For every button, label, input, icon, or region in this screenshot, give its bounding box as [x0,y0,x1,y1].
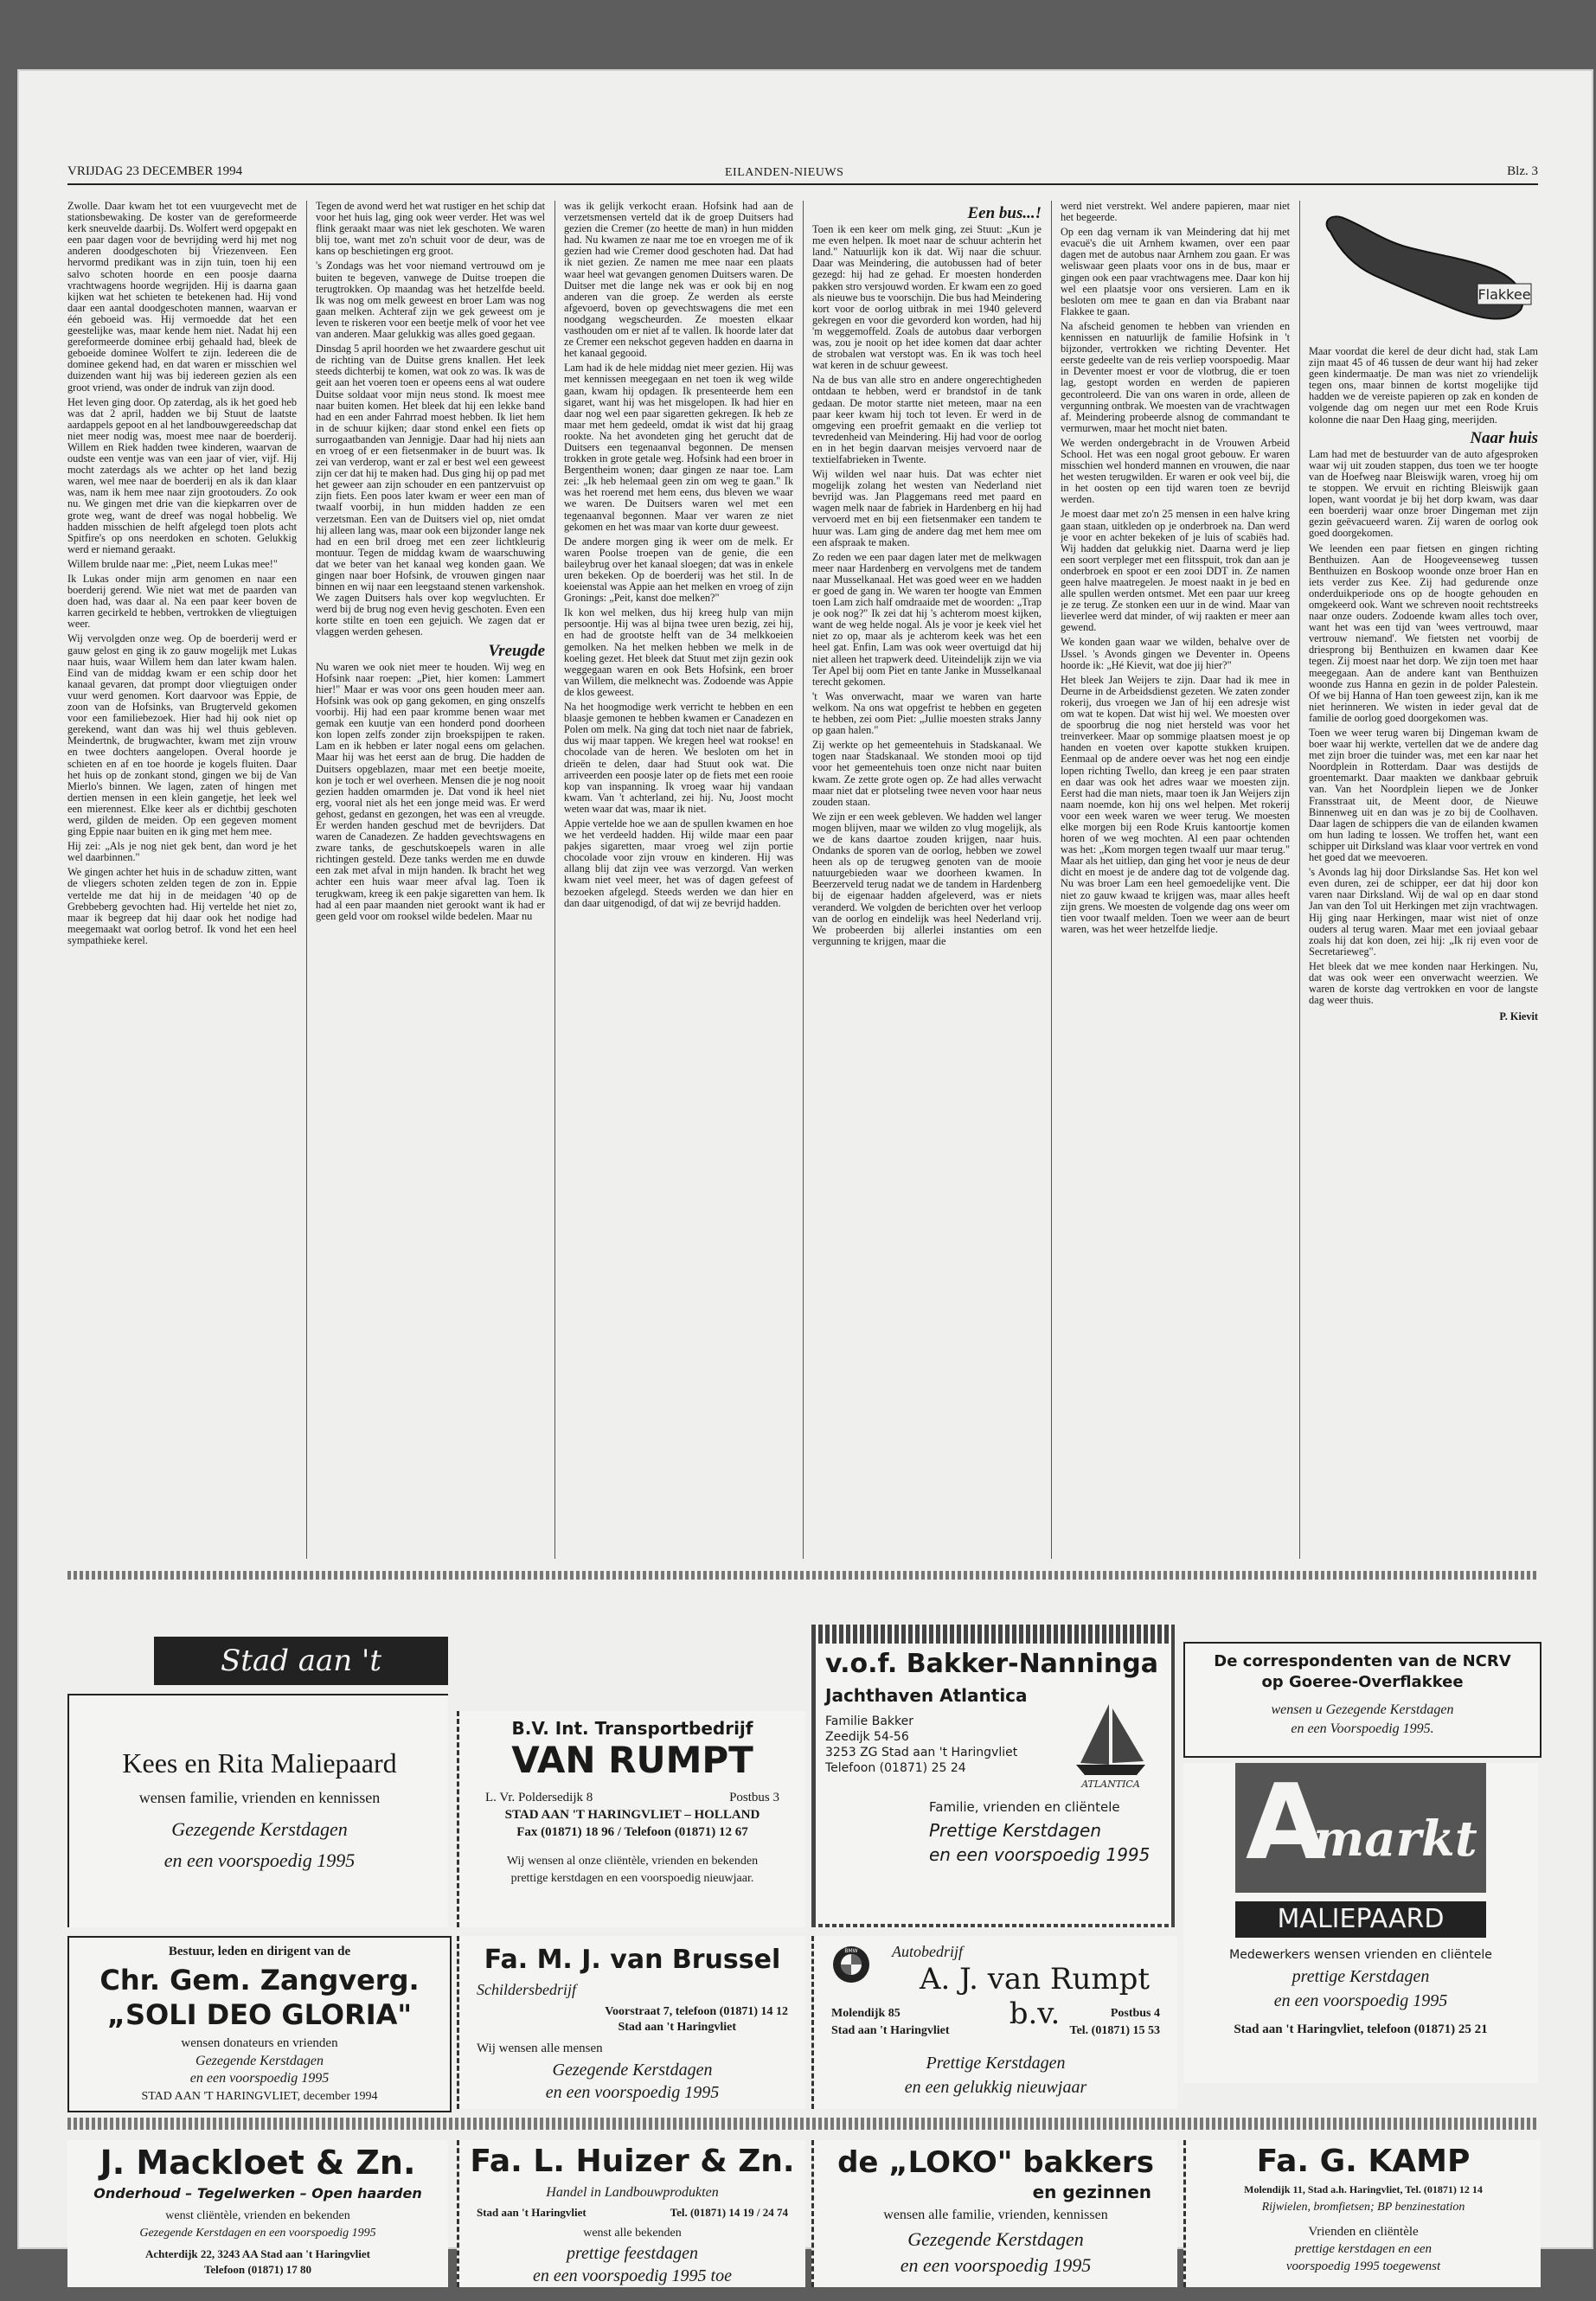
ad-text: en een voorspoedig 1995 [189,2071,330,2086]
ad-title: J. Mackloet & Zn. [99,2144,416,2182]
paragraph: Wij wilden wel naar huis. Dat was echter niet mogelijk zolang het westen van Nederland niet bevrijd was. Jan Plaggemans reed met paard en wagen melk naar de fabriek in Hardenberg en hij had vervoerd met en bij een fietsenmaker een tandem te huur was. Lam ging de andere dag met hem mee om een afspraak te maken. [812,468,1042,548]
ad-text: wensen familie, vrienden en kennissen [138,1789,381,1806]
ad-title: De correspondenten van de NCRV [1214,1652,1511,1670]
ad-text: Familie, vrienden en cliëntele [929,1799,1120,1815]
ad-text: Molendijk 11, Stad a.h. Haringvliet, Tel. (01871) 12 14 [1244,2183,1483,2195]
running-header [67,163,1538,185]
ad-text: en een voorspoedig 1995 [163,1849,356,1871]
column-6 [1309,346,1538,1559]
ad-text: en een voorspoedig 1995 [900,2254,1092,2276]
amarkt-logo [1235,1763,1486,1893]
logo-text: ATLANTICA [1081,1779,1140,1790]
paragraph: Ik Lukas onder mijn arm genomen en naar een boerderij gerend. Wie niet wat met de paarden van doen had, was daar al. Na een paar keer boven de karren gecirkeld te hebben, vertrokken de vliegtuigen weer. [67,573,297,631]
column-rule [306,201,307,1559]
paragraph: Na de bus van alle stro en andere ongerechtigheden ontdaan te hebben, werd er brandstof in de tank gedaan. De motor startte niet meteen, maar na een paar keer kwam hij toch tot leven. Er werd in de omgeving een proefrit gemaakt en die verliep tot tevredenheid van Meindering. Hij had voor de oorlog en in het begin daarvan meisjes vervoerd naar de textielfabrieken in Twente. [812,374,1042,465]
ad-text: Prettige Kerstdagen [926,2054,1066,2073]
paragraph: We gingen achter het huis in de schaduw zitten, want de vliegers schoten zelden tegen de zon in. Eppie vertelde me dat hij in de meidagen '40 op de Grebbeberg gevochten had. Hij vertelde het niet zo, maar ik begreep dat hij daar ook het nodige had meegemaakt wat oorlog betrof. Ik vond het een heel sympathieke kerel. [67,866,297,946]
ad-text: STAD AAN 'T HARINGVLIET – HOLLAND [504,1808,760,1822]
ad-amarkt-maliepaard [1183,1763,1538,2083]
logo-text: BMW [844,1948,858,1954]
ad-text: Wij wensen al onze cliëntèle, vrienden en bekenden [506,1855,759,1868]
ad-text: Zeedijk 54-56 [825,1730,909,1744]
ad-text: Tel. (01871) 14 19 / 24 74 [670,2206,788,2219]
ad-text: en een Voorspoedig 1995. [1291,1721,1434,1736]
ad-text: Schildersbedrijf [477,1981,576,1998]
ad-text: Postbus 4 [1110,2007,1160,2020]
page-content [67,163,1538,2285]
paragraph: Toen ik een keer om melk ging, zei Stuut: „Kun je me even helpen. Ik moet naar de schuur achterin het land." Natuurlijk kon ik dat. Wij naar die schuur. Daar was Meindering, die autobussen had of beter gezegd: hij had ze gehad. Er moesten honderden pakken stro versjouwd worden. Er kwam een zo goed als nieuwe bus te voorschijn. Die bus had Meindering kort voor de oorlog uitbrak in mei 1940 geleverd gekregen en voor die gevorderd kon worden, had hij 'm weggemoffeld. Zoals de autobus daar verborgen was, zou je nooit op het idee komen dat daar achter de strobalen wat verstopt was. En ik was toch heel wat keren in de schuur geweest. [812,223,1042,372]
ad-text: prettige kerstdagen en een voorspoedig nieuwjaar. [510,1872,754,1885]
paragraph: Je moest daar met zo'n 25 mensen in een halve kring gaan staan, uitkleden op je onderbroek na. Dan werd je voor en achter bekeken of je luis of scabiës had. Wij hadden dat gelukkig niet. Daarna werd je liep een soort verpleger met een flitsspuit, trok dan aan je onderbroek en spoot er een zooi DDT in. Ze namen geen halve maatregelen. Je moest naakt in je bed en alle spullen werden ontsmet. Met een paar uur kreeg je ze terug. Ze stonken een uur in de wind. Maar van lieverlee werd dat minder, of wij raakten er meer aan gewend. [1061,508,1290,634]
ad-text: prettige kerstdagen en een [1294,2242,1433,2256]
paragraph: 's Avonds lag hij door Dirkslandse Sas. Het kon wel even duren, zei de schipper, eer dat hij door kon varen naar Dirksland. Wij de wal op en daar stond Jan van den Tol uit Herkingen met zijn vrachtwagen. Hij ging naar Herkingen, maar wist niet of onze ouders al terug waren. Maar met een joviaal gebaar zoals hij dat kon doen, zei hij: „Ik rij even voor de Secretarieweg". [1309,866,1538,958]
ad-text: en een voorspoedig 1995 [545,2083,720,2102]
subheading-een-bus: Een bus...! [967,204,1042,222]
column-rule [1051,201,1052,1559]
decorative-rule [67,1571,1538,1580]
paragraph: Na het hoogmodige werk verricht te hebben en een blaasje gemonen te hebben kwamen er Canadezen en Polen om melk. Na ging dat toch niet naar de fabriek, dus wij maar tappen. We kregen heel wat rookse! en chocolade van de heren. We besloten om het in drieën te delen, daar had Stuut ook wat. Die arriveerden een poosje later op de fiets met een rooie kop van inspanning. Ik vroeg waar hij vandaan kwam. Van 't achterland, zei hij. Nu, Joost mocht weten waar dat was, maar ik niet. [564,701,793,815]
ad-huizer [457,2140,805,2287]
ad-text: STAD AAN 'T HARINGVLIET, december 1994 [141,2090,378,2103]
paragraph: Het bleek Jan Weijers te zijn. Daar had ik mee in Deurne in de Arbeidsdienst gezeten. We zaten zonder rokerij, dus vroegen we Jan of hij een adresje wist om wat te kopen. Dat wist hij wel. We moesten over de spoorbrug die nog niet hersteld was voor het treinverkeer. Maar op sommige plaatsen moest je op handen en voeten over kapotte stukken kruipen. Eenmaal op de andere oever was het nog een eindje lopen richting Twello, dan kreeg je een paar straten en daar was ook het adres waar we moesten zijn. Eerst had die man niets, maar toen ik Jan Weijers zijn naam noemde, kon hij ons wel helpen. Met rokerij voor een week waren we weer terug. We moesten elke morgen bij een Rode Kruis kantoortje komen horen of we weg mochten. Al een paar ochtenden was het: „Kom morgen tegen twaalf uur maar terug." Maar als het uitliep, dan ging het voor je neus de deur dicht en moest je de andere dag tot de volgende dag. Nu was broer Lam een heel gemoedelijke vent. Die niet zo gauw kwaad te krijgen was, maar alles heeft zijn grens. We moesten de volgende dag ons weer om tien voor twaalf melden. Toen we weer aan de beurt waren, was het weer hetzelfde liedje. [1061,673,1290,935]
ad-title: Fa. M. J. van Brussel [484,1945,781,1975]
ad-text: en een gelukkig nieuwjaar [904,2078,1087,2097]
ad-text: Wij wensen alle mensen [477,2041,603,2055]
paragraph: Dinsdag 5 april hoorden we het zwaardere geschut uit de richting van de Duitse grens knallen. Het leek steeds dichterbij te komen, wat ook zo was. Ik was de geit aan het voeren toen er opeens eens al wat oudere Duitse soldaat voor mijn neus stond. Ik moest mee naar buiten komen. Het bleek dat hij een lekke band had en een ander Fahrrad moest hebben. Ik liet hem in de schuur kijken; daar stond enkel een fiets op surrogaatbanden van Jennigje. Daar had hij niets aan en vroeg of er een fietsenmaker in de buurt was. Ik zei van verderop, want er zal er best wel een geweest zijn cer dat hij te maken had. Dus ging hij op pad met het geweer aan zijn schouder en een pantzervuist op zijn fiets. Een poos later kwam er weer een man of twaalf voorbij, in hun midden hadden ze een verzetsman. Een van de Duitsers viel op, niet omdat hij alleen lang was, maar ook een bijzonder lange nek had en een bril droeg met een zeer lichtkleurig montuur. Tegen de middag kwam de waarschuwing dat we beter van het kanaal weg konden gaan. We gingen naar boer Hofsink, de vrouwen gingen naar binnen en wij naar een leegstaand stenen varkenshok. We zagen Duitsers hals over kop wegvluchten. Er werd bij de brug nog even hevig geschoten. Even een korte stilte en toen een gejuich. We zagen dat er vlaggen werden gehesen. [316,343,545,638]
issue-date: VRIJDAG 23 DECEMBER 1994 [67,164,243,178]
paragraph: Maar voordat die kerel de deur dicht had, stak Lam zijn maat 45 of 46 tussen de deur want hij had zeker geen kindermaatje. De man was niet zo vriendelijk tegen ons, maar binnen de kortst mogelijke tijd hadden we de vereiste papieren op zak en konden de volgende dag om negen uur met een Rode Kruis kolonne die naar Den Haag ging, meerijden. [1309,346,1538,426]
paragraph: Het bleek dat we mee konden naar Herkingen. Nu, dat was ook weer een onverwacht weerzien. We waren de korste dag vertrokken en voor de langste dag weer thuis. [1309,959,1538,1007]
bmw-logo-icon [831,1945,871,1984]
paragraph: 's Zondags was het voor niemand vertrouwd om je buiten te begeven, vanwege de Duitse troepen die terugtrokken. Op maandag was het hetzelfde beeld. Ik was nog om melk geweest en broer Lam was nog gaan melken. Achteraf zijn we gek geweest om je leven te riskeren voor een beetje melk of voor het vee van anderen. Maar gelukkig was alles goed gegaan. [316,260,545,341]
ad-text: Prettige Kerstdagen [929,1820,1102,1841]
ad-title: v.o.f. Bakker-Nanninga [825,1649,1158,1679]
ad-text: en een voorspoedig 1995 [1273,1991,1448,2010]
ad-text: en een voorspoedig 1995 [929,1844,1151,1865]
ad-text: Achterdijk 22, 3243 AA Stad aan 't Haringvliet [144,2247,370,2260]
newspaper-page [17,69,1593,2285]
ad-banner: Stad aan 't [154,1637,448,1685]
ad-van-brussel [457,1936,805,2109]
ad-text: Rijwielen, bromfietsen; BP benzinestation [1261,2201,1465,2214]
ad-text: prettige feestdagen [567,2244,698,2263]
paragraph: We zijn er een week gebleven. We hadden wel langer mogen blijven, maar we wilden zo vlug mogelijk, als we de kans daartoe zouden krijgen, naar huis. Ondanks de sporen van de oorlog, hebben we zowel heen als op de terugweg genoten van de mooie natuurgebieden waar we doorheen kwamen. In Beerzerveld terug nadat we de tandem in Hardenberg bij de eigenaar hadden afgeleverd, was er niets veranderd. We volgden de berichten over het verloop van de oorlog en eindelijk was heel Nederland vrij. We probeerden bij allerlei instanties om een vergunning te krijgen, maar die [812,810,1042,947]
paragraph: Ik kon wel melken, dus hij kreeg hulp van mijn persoontje. Hij was al bijna twee uren bezig, zei hij, en had de grootste helft van de 34 melkkoeien gemolken. Na het melken hebben we melk in de koeling gezet. Het bleek dat Stuut met zijn gezin ook weggegaan waren en ook Bets Hofsink, een broer van Willem, die melknecht was. Zodoende was Appie de klos geweest. [564,606,793,698]
map-label: Flakkee [1477,286,1531,303]
paper-name: EILANDEN-NIEUWS [725,166,844,179]
author-signature: P. Kievit [1499,1010,1538,1023]
ad-title: Fa. L. Huizer & Zn. [470,2144,795,2179]
paragraph: We konden gaan waar we wilden, behalve over de IJssel. 's Avonds gingen we Deventer in. Opeens hoorde ik: „Hé Kievit, wat doe jij hier?" [1061,636,1290,671]
ad-kamp [1183,2140,1541,2287]
ad-title: Fa. G. KAMP [1256,2144,1471,2179]
column-rule [803,201,804,1559]
ad-text: Familie Bakker [825,1715,913,1728]
paragraph: Lam had ik de hele middag niet meer gezien. Hij was met kennissen meegegaan en net toen ik weg wilde gaan, kwam hij opdagen. Ik presenteerde hem een sigaret, want hij was het misgelopen. Ik had hier en daar nog wel een paar sigaretten gekregen. Ik heb ze maar met hem gedeeld, omdat ik wist dat hij graag rookte. Na het avondeten ging het gerucht dat de Duitsers een tegenaanval begonnen. De mensen trokken in grote getale weg. Hofsink had een broer in Bergentheim wonen; daar gingen ze naar toe. Lam zei: „Ik heb helemaal geen zin om weg te gaan." Ik was het roerend met hem eens, dus bleven we waar we waren. De Duitsers waren wel met een tegenaanval begonnen. Maar ver waren ze niet gekomen en het was maar van korte duur geweest. [564,362,793,533]
ad-title: „SOLI DEO GLORIA" [106,1998,413,2031]
paragraph: Nu waren we ook niet meer te houden. Wij weg en Hofsink naar roepen: „Piet, hier komen: Lammert hier!" Maar er was voor ons geen houden meer aan. Hofsink was ook op gang gekomen, en ging onszelfs voorbij. Hij had een paar kromme benen waar met gemak een kuutje van een honderd pond doorheen kon lopen zelfs zonder zijn broekspijpen te raken. Lam en ik hebben er later nogal eens om gelachen. Maar hij was het eerst aan de brug. Die hadden de Duitsers opgeblazen, maar met een beetje moeite, kon je toch er wel overheen. Mensen die je nog nooit gezien hadden omarmden je. Dat vond ik heel niet erg, vooral niet als het een jonge meid was. Er werd gehost, gedanst en gezongen, het was een al vreugde. Er werden handen geschud met de bevrijders. Dat waren de Canadezen. Ze hadden gevechtswagens en zware tanks, de geschutskoepels waren in alle richtingen gesteld. Deze tanks werden me en duwde een zak met afval in mijn handen. Ik bracht het weg achter een huis waar meer afval lag. Toen ik terugkwam, kreeg ik een pakje sigaretten van hem. Ik had al een paar maanden niet gerookt want ik had er geen geld voor om rooksel wilde bedelen. Maar nu [316,660,545,922]
advertisements-section [67,1625,1538,2291]
paragraph: Na afscheid genomen te hebben van vrienden en kennissen en natuurlijk de familie Hofsink in 't bijzonder, vertrokken we richting Deventer. Het eerste gedeelte van de reis verliep voorspoedig. Maar in Deventer moest er voor de vlotbrug, die er toen lag, gestopt worden en werden de papieren gecontroleerd. Die van ons waren in orde, alleen de vergunning ontbrak. We moesten van de vrachtwagen af. Meindering probeerde alsnog de commandant te vermurwen, maar het mocht niet baten. [1061,319,1290,434]
ad-text: Voorstraat 7, telefoon (01871) 14 12 [605,2005,788,2018]
ad-text: Telefoon (01871) 25 24 [825,1761,966,1775]
subheading-vreugde: Vreugde [488,641,545,660]
logo-letter: A [1246,1763,1326,1883]
ad-title: A. J. van Rumpt b.v. [919,1962,1151,2031]
column-rule [554,201,555,1559]
ad-text: Fax (01871) 18 96 / Telefoon (01871) 12 67 [516,1825,748,1839]
ad-text: Postbus 3 [729,1791,779,1804]
ad-text: Gezegende Kerstdagen en een voorspoedig 1995 [139,2227,376,2240]
ad-text: Vrienden en cliëntèle [1308,2225,1419,2239]
ad-text: Gezegende Kerstdagen [907,2228,1084,2250]
ad-text: B.V. Int. Transportbedrijf [511,1718,753,1739]
ad-text: Medewerkers wensen vrienden en cliëntele [1229,1948,1492,1962]
ad-text: Stad aan 't Haringvliet, telefoon (01871) 25 21 [1234,2022,1488,2036]
ad-text: wensen donateurs en vrienden [181,2036,338,2050]
paragraph: Lam had met de bestuurder van de auto afgesproken waar wij uit zouden stappen, dus toen we ter hoogte van de Hoefweg naar Bleiswijk waren, vroeg hij om te stoppen. We ervuit en richting Bleiswijk gaan lopen, want voordat je bij het dorp kwam, was daar een boerderij waar onze broer Dingeman met zijn gezin geëvacueerd waren. Zij waren de oorlog ook goed doorgekomen. [1309,447,1538,540]
ad-text: en een voorspoedig 1995 toe [533,2266,732,2285]
paragraph: De andere morgen ging ik weer om de melk. Er waren Poolse troepen van de genie, die een baileybrug over het kanaal sloegen; dat was in enkele uren bekeken. Op de boerderij was het stil. In de koeienstal was Appie aan het melken en vroeg of zijn Gronings: „Peit, kanst doe melken?" [564,535,793,605]
paragraph: Willem brulde naar me: „Piet, neem Lukas mee!" [67,557,278,570]
paragraph: Zij werkte op het gemeentehuis in Stadskanaal. We togen naar Stadskanaal. We stonden mooi op tijd voor het gemeentehuis toen onze nicht naar buiten kwam. Ze zette grote ogen op. Ze had alles verwacht maar niet dat er plotseling twee neven voor haar neus zouden staan. [812,739,1042,808]
paragraph: Wij vervolgden onze weg. Op de boerderij werd er gauw gelost en ging ik zo gauw mogelijk met Lukas naar huis, waar Willem hem dan later kwam halen. Eind van de middag kwam er een schip door het kanaal gevaren, dat prompt door vliegtuigen onder vuur werd genomen. Kort daarvoor was Eppie, de zoon van de Hofsinks, van Brugterveld gekomen voor een familiebezoek. Hier had hij ook niet op gerekend, want dan was hij wel thuis gebleven. Meindertnk, de brugwachter, kwam met zijn vrouw en twee dochters aangelopen. Overal hoorde je schieten en af en toe hoorde je kogels fluiten. Daar het huis op de zonkant stond, gingen we bij de Van Mierlo's binnen. We lagen, zaten of hingen met dertien mensen in een klein gangetje, het leek wel een mierennest. Elke keer als er dichtbij geschoten werd, gilden de meiden. Op een gegeven moment ging Eppie naar buiten en ik ging met hem mee. [67,632,297,838]
paragraph: was ik gelijk verkocht eraan. Hofsink had aan de verzetsmensen verteld dat ik de groep Duitsers had gezien die Cremer (zo heette de man) in hun midden had. Nu kwamen ze naar me toe en vroegen me of ik gezien had wie Cremer dood geschoten had. Dat had ik niet gezien. Ze namen me mee naar een plaats waar heel wat gevangen genomen Duitsers waren. De Duitser met die lange nek was er ook bij en nog anderen van die groep. Ze werden als eerste afgevoerd, boven op gevechtswagens die met een noodgang wegscheurden. Ze moesten elkaar vasthouden om er niet af te vallen. Ik hoorde later dat ze Cremer een nekschot gegeven hadden en daarna in het kanaal gegooid. [564,201,793,360]
ad-title: Chr. Gem. Zangverg. [99,1964,420,1997]
ad-a-j-van-rumpt [811,1936,1177,2109]
paragraph: Hij zei: „Als je nog niet gek bent, dan word je het wel daarbinnen." [67,840,297,864]
ad-text: Stad aan 't Haringvliet [618,2021,736,2034]
subheading-naar-huis: Naar huis [1470,428,1538,447]
ad-text: Stad aan 't Haringvliet [477,2206,586,2219]
ad-text: Molendijk 85 [831,2007,901,2020]
flakkee-island-map [1313,197,1536,327]
paragraph: Zo reden we een paar dagen later met de melkwagen meer naar Hardenberg en vervolgens met de tandem naar Musselkanaal. Het was goed weer en we hadden er goed de gang in. We waren ter hoogte van Emmen toen Lam zich half omdraaide met de woorden: „Trap je ook nog?" Ik zei dat hij 's achterom moest kijken, want de weg helde nogal. Als je voor je keek viel het niet zo op, maar als je achterom keek was het een heel gat. Enfin, Lam was ook weer overtuigd dat hij niet alleen het trapwerk deed. Uiteindelijk zijn we via Ter Apel bij oom Piet en tante Janke in Musselkanaal terecht gekomen. [812,550,1042,688]
ad-text: 3253 ZG Stad aan 't Haringvliet [825,1746,1018,1759]
ad-title: MALIEPAARD [1235,1901,1486,1938]
column-rule [1299,201,1300,1559]
ad-text: wenst alle bekenden [583,2227,682,2240]
paragraph: Op een dag vernam ik van Meindering dat hij met evacuë's die uit Arnhem kwamen, over een paar dagen met de autobus naar Arnhem zou gaan. Er was weliswaar geen plaats voor ons in de bus, maar er gingen ook een paar vrachtwagens mee. Daar kon hij wel een plaatsje voor ons versieren. Lam en ik besloten om mee te gaan en dan via Brabant naar Flakkee te gaan. [1061,226,1290,317]
column-1 [67,201,297,1559]
paragraph: We leenden een paar fietsen en gingen richting Benthuizen. Aan de Hoogeveenseweg tussen Benthuizen en Boskoop woonde onze broer Han en iets verder zus Kee. Zij had gedurende onze onderduikperiode ons op de hoogte gehouden en omgekeerd ook. Want we schreven nooit rechtstreeks naar onze ouders. Zodoende kwam alles toch over, want het was een tijd van 'wees vertrouwd, maar vertrouw niemand'. We fietsten net voorbij de driesprong bij Benthuizen en kwamen daar Kee tegen. Zij moest naar het dorp. We zijn toen met haar meegegaan. Aan de andere kant van Benthuizen woonde zus Hanna en gezin in de polder Palestein. Of we bij Hanna of Han toen geweest zijn, kan ik me niet herinneren. We wisten in ieder geval dat de familie de oorlog goed doorgekomen was. [1309,542,1538,724]
paragraph: Tegen de avond werd het wat rustiger en het schip dat voor het huis lag, ging ook weer verder. Het was wel flink geraakt maar was niet lek geschoten. We waren blij toe, want met zo'n schuit voor de deur, was de kans op beschietingen erg groot. [316,201,545,258]
ad-title: VAN RUMPT [511,1739,753,1781]
ad-body [67,1694,448,1927]
ad-text: L. Vr. Poldersedijk 8 [485,1791,593,1804]
ad-text: Bestuur, leden en dirigent van de [168,1945,351,1958]
ad-text: wensen u Gezegende Kerstdagen [1271,1702,1454,1717]
ad-text: Gezegende Kerstdagen [552,2061,713,2080]
ad-text: Tel. (01871) 15 53 [1069,2024,1160,2037]
ad-text: Handel in Landbouwprodukten [546,2185,719,2200]
ad-text: prettige Kerstdagen [1292,1967,1430,1986]
page-number: Blz. 3 [1507,164,1538,178]
paragraph: werd niet verstrekt. Wel andere papieren, maar niet het begeerde. [1061,201,1290,224]
ad-text: wenst cliëntèle, vrienden en bekenden [165,2209,350,2222]
ad-text: Jachthaven Atlantica [825,1685,1028,1706]
ad-text: Stad aan 't Haringvliet [831,2024,950,2037]
sailboat-logo-icon [1059,1695,1163,1791]
ad-text: voorspoedig 1995 toegewenst [1285,2259,1441,2273]
paragraph: We werden ondergebracht in de Vrouwen Arbeid School. Het was een nogal groot gebouw. Er waren misschien wel honderd mannen en vrouwen, die naar het westen terugwilden. Er waren er ook veel bij, die in het oosten op een tijd waren toen ze bevrijd werden. [1061,436,1290,506]
column-2 [316,201,545,1559]
ad-text: Gezegende Kerstdagen [171,1818,348,1840]
ad-title: Kees en Rita Maliepaard [122,1747,397,1779]
ad-maliepaard-kees-rita [67,1625,448,1927]
paragraph: Zwolle. Daar kwam het tot een vuurgevecht met de stationsbewaking. De koster van de gereformeerde kerk sneuvelde daarbij. Ds. Wolfert werd opgepakt en een paar dagen voor de bevrijding werd hij met nog anderen doodgeschoten bij Vriezenveen. Een hervormd predikant was in zijn tuin, toen hij een salvo schoten hoorde en een poosje daarna vrachtwagens hoorde wegrijden. Hij is daarna gaan kijken wat het schieten te betekenen had. Hij vond daar een aantal doodgeschoten mannen, waarvan er één geboeid was. Hij vermoedde dat het een geestelijke was, maar kende hem niet. Nadat hij een gereformeerde dominee erbij gehaald had, bleek de geboeide dominee Wolfert te zijn. Iedereen die de dominee gekend had, en dat waren er misschien wel duizenden want hij was bij iedereen gezien als een groot vriend, was onder de indruk van zijn dood. [67,201,297,394]
paragraph: 't Was onverwacht, maar we waren van harte welkom. Na ons wat opgefrist te hebben en gegeten te hebben, zei oom Piet: „Jullie moesten straks Janny op gaan halen." [812,689,1042,737]
decorative-rule [67,2118,1538,2130]
paragraph: Appie vertelde hoe we aan de spullen kwamen en hoe we het verdeeld hadden. Hij wilde maar een paar pakjes sigaretten, maar vroeg wel zijn portie chocolade voor zijn vrouw en kinderen. Hij was allang blij dat zijn vee was verzorgd. Van werken kwam niet veel meer, het was of dagen gefeest of bezoeken afgelegd. Steeds werden we dan hier en dan daar uitgenodigd, of dat wij ze bevrijd hadden. [564,817,793,909]
ad-title: op Goeree-Overflakkee [1261,1673,1464,1691]
ad-mackloet [67,2140,448,2287]
paragraph: Toen we weer terug waren bij Dingeman kwam de boer waar hij werkte, vertellen dat we de andere dag met zijn broer die tuinder was, met een kar naar het Noordplein in Rotterdam. Daar was destijds de groentemarkt. Daar maakten we dankbaar gebruik van. Van het Noordplein liepen we de Jonker Fransstraat uit, de Meent door, de Nieuwe Binnenweg uit en dan was je zo bij de Coolhaven. Daar lagen de schippers die van de eilanden kwamen om hun lading te lossen. We troffen het, want een schipper uit Dirksland was klaar voor vertrek en vond het goed dat we meevoeren. [1309,727,1538,864]
ad-text: Onderhoud – Tegelwerken – Open haarden [93,2185,422,2202]
ad-loko-bakkers [811,2140,1177,2287]
ad-soli-deo-gloria [67,1936,452,2112]
column-4 [812,201,1042,1559]
column-5 [1061,201,1290,1559]
logo-word: markt [1313,1811,1477,1868]
column-3 [564,201,793,1559]
ad-ncrv-correspondenten [1183,1642,1542,1758]
ad-title: de „LOKO" bakkers [837,2145,1154,2180]
ad-text: en gezinnen [1032,2182,1151,2202]
ad-bakker-nanninga [811,1625,1175,1927]
ad-text: Autobedrijf [892,1943,963,1960]
ad-text: Gezegende Kerstdagen [195,2054,324,2068]
ad-text: Telefoon (01871) 17 80 [203,2263,312,2276]
ad-text: wensen alle familie, vrienden, kennissen [883,2208,1108,2222]
ad-van-rumpt-transport [457,1711,805,1927]
paragraph: Het leven ging door. Op zaterdag, als ik het goed heb was dat 2 april, hadden we bij Stuut de laatste aardappels gepoot en al het landbouwgereedschap dat niet meer nodig was, moest mee naar de boerderij. Willem en Riek hadden twee kinderen, waarvan de oudste een ventje was van een jaar of vier, vijf. Hij mocht zaterdags als we achter op het land bezig waren, wel mee naar de boerderij en als ik dan klaar was, nam ik hem mee naar zijn grootouders. Zo ook nu. We gingen met drie van die kiepkarren over de grote weg, want de dreef was nogal hobbelig. We hadden misschien de helft afgelegd toen plots acht Spitfire's op ons neerdoken en schoten. Gelukkig werd er niemand geraakt. [67,395,297,555]
ad-body [817,1644,1170,1924]
